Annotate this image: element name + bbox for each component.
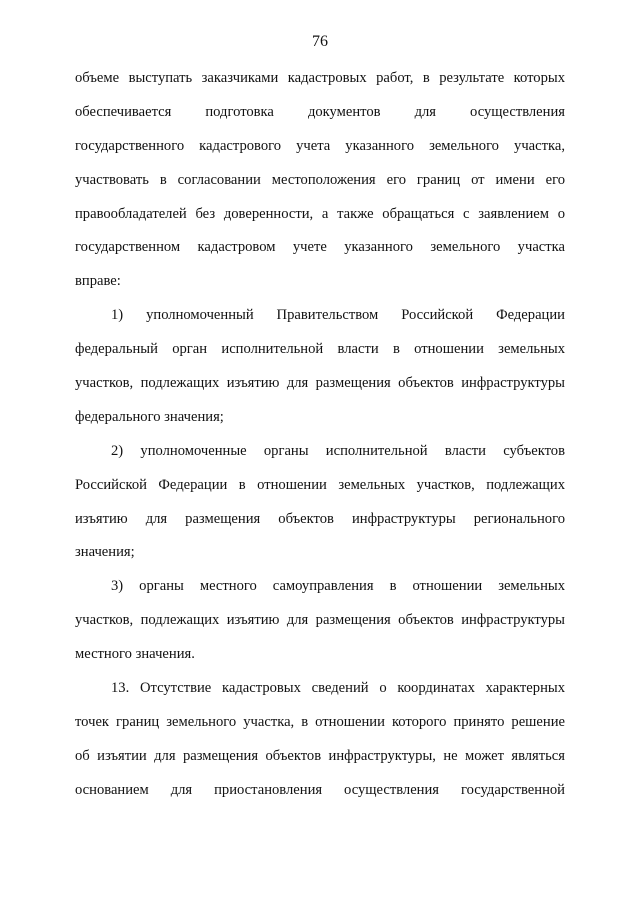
text-line: федерального значения; (75, 408, 224, 425)
text-line: участков, подлежащих изъятию для размещения объектов инфраструктуры (75, 375, 565, 392)
text-line: участвовать в согласовании местоположения его границ от имени его (75, 171, 565, 188)
document-body (75, 62, 565, 808)
text-line: государственном кадастровом учете указанного земельного участка (75, 239, 565, 256)
text-line: об изъятии для размещения объектов инфраструктуры, не может являться (75, 747, 565, 764)
text-line: 2) уполномоченные органы исполнительной власти субъектов (111, 442, 565, 459)
text-line: вправе: (75, 273, 121, 290)
text-line: местного значения. (75, 646, 195, 663)
text-line: точек границ земельного участка, в отношении которого принято решение (75, 713, 565, 730)
text-line: обеспечивается подготовка документов для осуществления (75, 103, 565, 120)
page-number: 76 (312, 33, 328, 50)
text-line: изъятию для размещения объектов инфраструктуры регионального (75, 510, 565, 527)
text-line: Российской Федерации в отношении земельных участков, подлежащих (75, 476, 565, 493)
text-line: государственного кадастрового учета указанного земельного участка, (75, 137, 565, 154)
text-line: 3) органы местного самоуправления в отношении земельных (111, 578, 565, 595)
text-line: значения; (75, 544, 135, 561)
text-line: основанием для приостановления осуществления государственной (75, 781, 565, 798)
text-line: 13. Отсутствие кадастровых сведений о координатах характерных (111, 680, 565, 697)
text-line: объеме выступать заказчиками кадастровых работ, в результате которых (75, 70, 565, 86)
text-line: участков, подлежащих изъятию для размещения объектов инфраструктуры (75, 612, 565, 629)
text-line: правообладателей без доверенности, а также обращаться с заявлением о (75, 205, 565, 222)
text-line: 1) уполномоченный Правительством Российской Федерации (111, 307, 565, 324)
text-line: федеральный орган исполнительной власти в отношении земельных (75, 341, 565, 358)
